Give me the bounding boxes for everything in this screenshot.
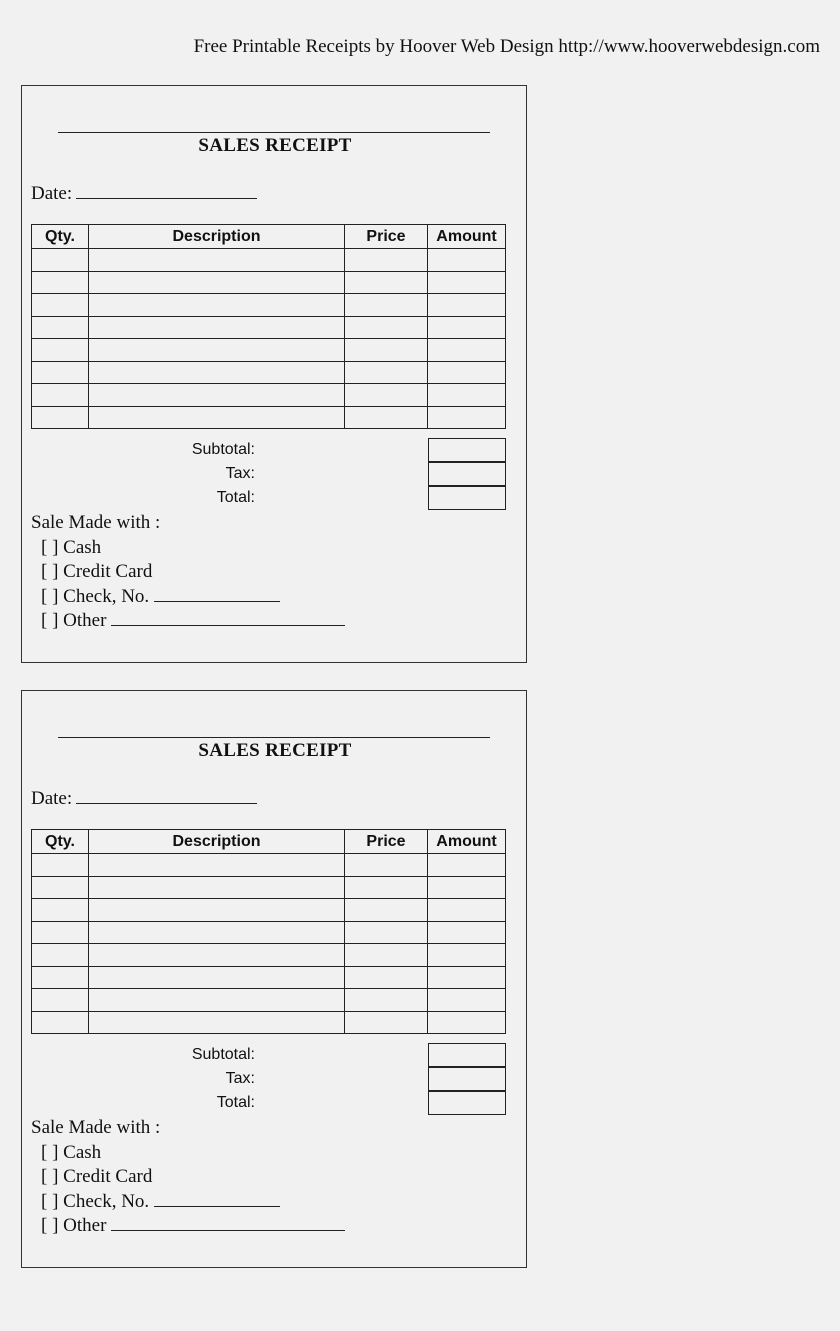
other-blank[interactable] bbox=[111, 625, 345, 626]
description-cell[interactable] bbox=[89, 854, 345, 877]
qty-cell[interactable] bbox=[32, 921, 89, 944]
date-blank[interactable] bbox=[76, 803, 257, 804]
table-row bbox=[32, 989, 506, 1012]
description-cell[interactable] bbox=[89, 249, 345, 272]
table-header-row bbox=[32, 225, 506, 249]
amount-cell[interactable] bbox=[428, 989, 506, 1012]
table-row bbox=[32, 339, 506, 362]
amount-cell[interactable] bbox=[428, 944, 506, 967]
price-cell[interactable] bbox=[345, 361, 428, 384]
price-cell[interactable] bbox=[345, 271, 428, 294]
amount-cell[interactable] bbox=[428, 406, 506, 429]
subtotal-box[interactable] bbox=[428, 1043, 506, 1067]
price-cell[interactable] bbox=[345, 249, 428, 272]
col-qty: Qty. bbox=[32, 830, 89, 854]
page-header: Free Printable Receipts by Hoover Web Design http://www.hooverwebdesign.com bbox=[193, 36, 820, 57]
description-cell[interactable] bbox=[89, 876, 345, 899]
receipt-title: SALES RECEIPT bbox=[198, 135, 352, 156]
tax-label: Tax: bbox=[225, 465, 255, 482]
option-cash[interactable] bbox=[31, 1141, 345, 1166]
table-row bbox=[32, 294, 506, 317]
table-row bbox=[32, 316, 506, 339]
total-box[interactable] bbox=[428, 1091, 506, 1115]
date-label: Date: bbox=[31, 183, 73, 204]
table-row bbox=[32, 966, 506, 989]
tax-box[interactable] bbox=[428, 462, 506, 486]
total-label: Total: bbox=[216, 1094, 255, 1111]
table-row bbox=[32, 249, 506, 272]
qty-cell[interactable] bbox=[32, 294, 89, 317]
payment-method-block bbox=[31, 1116, 345, 1239]
date-blank[interactable] bbox=[76, 198, 257, 199]
table-row bbox=[32, 854, 506, 877]
option-other[interactable] bbox=[31, 609, 345, 634]
tax-box[interactable] bbox=[428, 1067, 506, 1091]
qty-cell[interactable] bbox=[32, 966, 89, 989]
description-cell[interactable] bbox=[89, 339, 345, 362]
qty-cell[interactable] bbox=[32, 316, 89, 339]
price-cell[interactable] bbox=[345, 921, 428, 944]
price-cell[interactable] bbox=[345, 1011, 428, 1034]
table-row bbox=[32, 876, 506, 899]
amount-cell[interactable] bbox=[428, 361, 506, 384]
option-credit-card[interactable] bbox=[31, 560, 345, 585]
amount-cell[interactable] bbox=[428, 316, 506, 339]
items-body bbox=[32, 854, 506, 1034]
description-cell[interactable] bbox=[89, 921, 345, 944]
col-qty: Qty. bbox=[32, 225, 89, 249]
amount-cell[interactable] bbox=[428, 854, 506, 877]
price-cell[interactable] bbox=[345, 899, 428, 922]
subtotal-label: Subtotal: bbox=[191, 441, 255, 458]
qty-cell[interactable] bbox=[32, 989, 89, 1012]
option-other[interactable] bbox=[31, 1214, 345, 1239]
subtotal-label: Subtotal: bbox=[191, 1046, 255, 1063]
amount-cell[interactable] bbox=[428, 384, 506, 407]
price-cell[interactable] bbox=[345, 294, 428, 317]
qty-cell[interactable] bbox=[32, 1011, 89, 1034]
description-cell[interactable] bbox=[89, 294, 345, 317]
amount-cell[interactable] bbox=[428, 249, 506, 272]
qty-cell[interactable] bbox=[32, 384, 89, 407]
option-other-label: [ ] Other bbox=[41, 1215, 107, 1236]
option-credit-card[interactable] bbox=[31, 1165, 345, 1190]
amount-cell[interactable] bbox=[428, 876, 506, 899]
qty-cell[interactable] bbox=[32, 406, 89, 429]
items-table bbox=[31, 224, 506, 429]
receipt-title: SALES RECEIPT bbox=[198, 740, 352, 761]
qty-cell[interactable] bbox=[32, 876, 89, 899]
option-check[interactable] bbox=[31, 585, 345, 610]
items-body bbox=[32, 249, 506, 429]
check-number-blank[interactable] bbox=[154, 1206, 280, 1207]
description-cell[interactable] bbox=[89, 966, 345, 989]
qty-cell[interactable] bbox=[32, 249, 89, 272]
amount-cell[interactable] bbox=[428, 271, 506, 294]
price-cell[interactable] bbox=[345, 876, 428, 899]
price-cell[interactable] bbox=[345, 854, 428, 877]
tax-label: Tax: bbox=[225, 1070, 255, 1087]
option-other-label: [ ] Other bbox=[41, 610, 107, 631]
price-cell[interactable] bbox=[345, 384, 428, 407]
price-cell[interactable] bbox=[345, 944, 428, 967]
business-name-line[interactable] bbox=[58, 132, 490, 133]
price-cell[interactable] bbox=[345, 339, 428, 362]
description-cell[interactable] bbox=[89, 271, 345, 294]
sales-receipt-1 bbox=[21, 85, 527, 663]
qty-cell[interactable] bbox=[32, 361, 89, 384]
description-cell[interactable] bbox=[89, 316, 345, 339]
table-row bbox=[32, 271, 506, 294]
check-number-blank[interactable] bbox=[154, 601, 280, 602]
table-row bbox=[32, 361, 506, 384]
sale-made-with-label: Sale Made with : bbox=[31, 512, 161, 533]
table-row bbox=[32, 1011, 506, 1034]
date-field bbox=[31, 788, 257, 810]
col-amount: Amount bbox=[428, 830, 506, 854]
option-check[interactable] bbox=[31, 1190, 345, 1215]
price-cell[interactable] bbox=[345, 989, 428, 1012]
description-cell[interactable] bbox=[89, 899, 345, 922]
amount-cell[interactable] bbox=[428, 921, 506, 944]
table-row bbox=[32, 921, 506, 944]
table-row bbox=[32, 384, 506, 407]
business-name-line[interactable] bbox=[58, 737, 490, 738]
description-cell[interactable] bbox=[89, 944, 345, 967]
total-label: Total: bbox=[216, 489, 255, 506]
sales-receipt-2 bbox=[21, 690, 527, 1268]
subtotal-box[interactable] bbox=[428, 438, 506, 462]
option-check-label: [ ] Check, No. bbox=[41, 1190, 150, 1212]
amount-cell[interactable] bbox=[428, 966, 506, 989]
total-box[interactable] bbox=[428, 486, 506, 510]
option-check-label: [ ] Check, No. bbox=[41, 585, 150, 607]
option-cash[interactable] bbox=[31, 536, 345, 561]
date-field bbox=[31, 183, 257, 205]
col-price: Price bbox=[345, 225, 428, 249]
price-cell[interactable] bbox=[345, 316, 428, 339]
option-credit-label: [ ] Credit Card bbox=[41, 561, 153, 582]
col-description: Description bbox=[89, 830, 345, 854]
qty-cell[interactable] bbox=[32, 339, 89, 362]
amount-cell[interactable] bbox=[428, 339, 506, 362]
description-cell[interactable] bbox=[89, 406, 345, 429]
col-price: Price bbox=[345, 830, 428, 854]
description-cell[interactable] bbox=[89, 384, 345, 407]
col-amount: Amount bbox=[428, 225, 506, 249]
table-row bbox=[32, 944, 506, 967]
qty-cell[interactable] bbox=[32, 899, 89, 922]
date-label: Date: bbox=[31, 788, 73, 809]
option-credit-label: [ ] Credit Card bbox=[41, 1166, 153, 1187]
amount-cell[interactable] bbox=[428, 294, 506, 317]
option-cash-label: [ ] Cash bbox=[41, 536, 102, 558]
qty-cell[interactable] bbox=[32, 854, 89, 877]
amount-cell[interactable] bbox=[428, 899, 506, 922]
other-blank[interactable] bbox=[111, 1230, 345, 1231]
description-cell[interactable] bbox=[89, 989, 345, 1012]
amount-cell[interactable] bbox=[428, 1011, 506, 1034]
price-cell[interactable] bbox=[345, 406, 428, 429]
payment-method-block bbox=[31, 511, 345, 634]
qty-cell[interactable] bbox=[32, 271, 89, 294]
col-description: Description bbox=[89, 225, 345, 249]
option-cash-label: [ ] Cash bbox=[41, 1141, 102, 1163]
price-cell[interactable] bbox=[345, 966, 428, 989]
table-row bbox=[32, 406, 506, 429]
table-row bbox=[32, 899, 506, 922]
sale-made-with-label: Sale Made with : bbox=[31, 1117, 161, 1138]
qty-cell[interactable] bbox=[32, 944, 89, 967]
description-cell[interactable] bbox=[89, 361, 345, 384]
description-cell[interactable] bbox=[89, 1011, 345, 1034]
table-header-row bbox=[32, 830, 506, 854]
items-table bbox=[31, 829, 506, 1034]
